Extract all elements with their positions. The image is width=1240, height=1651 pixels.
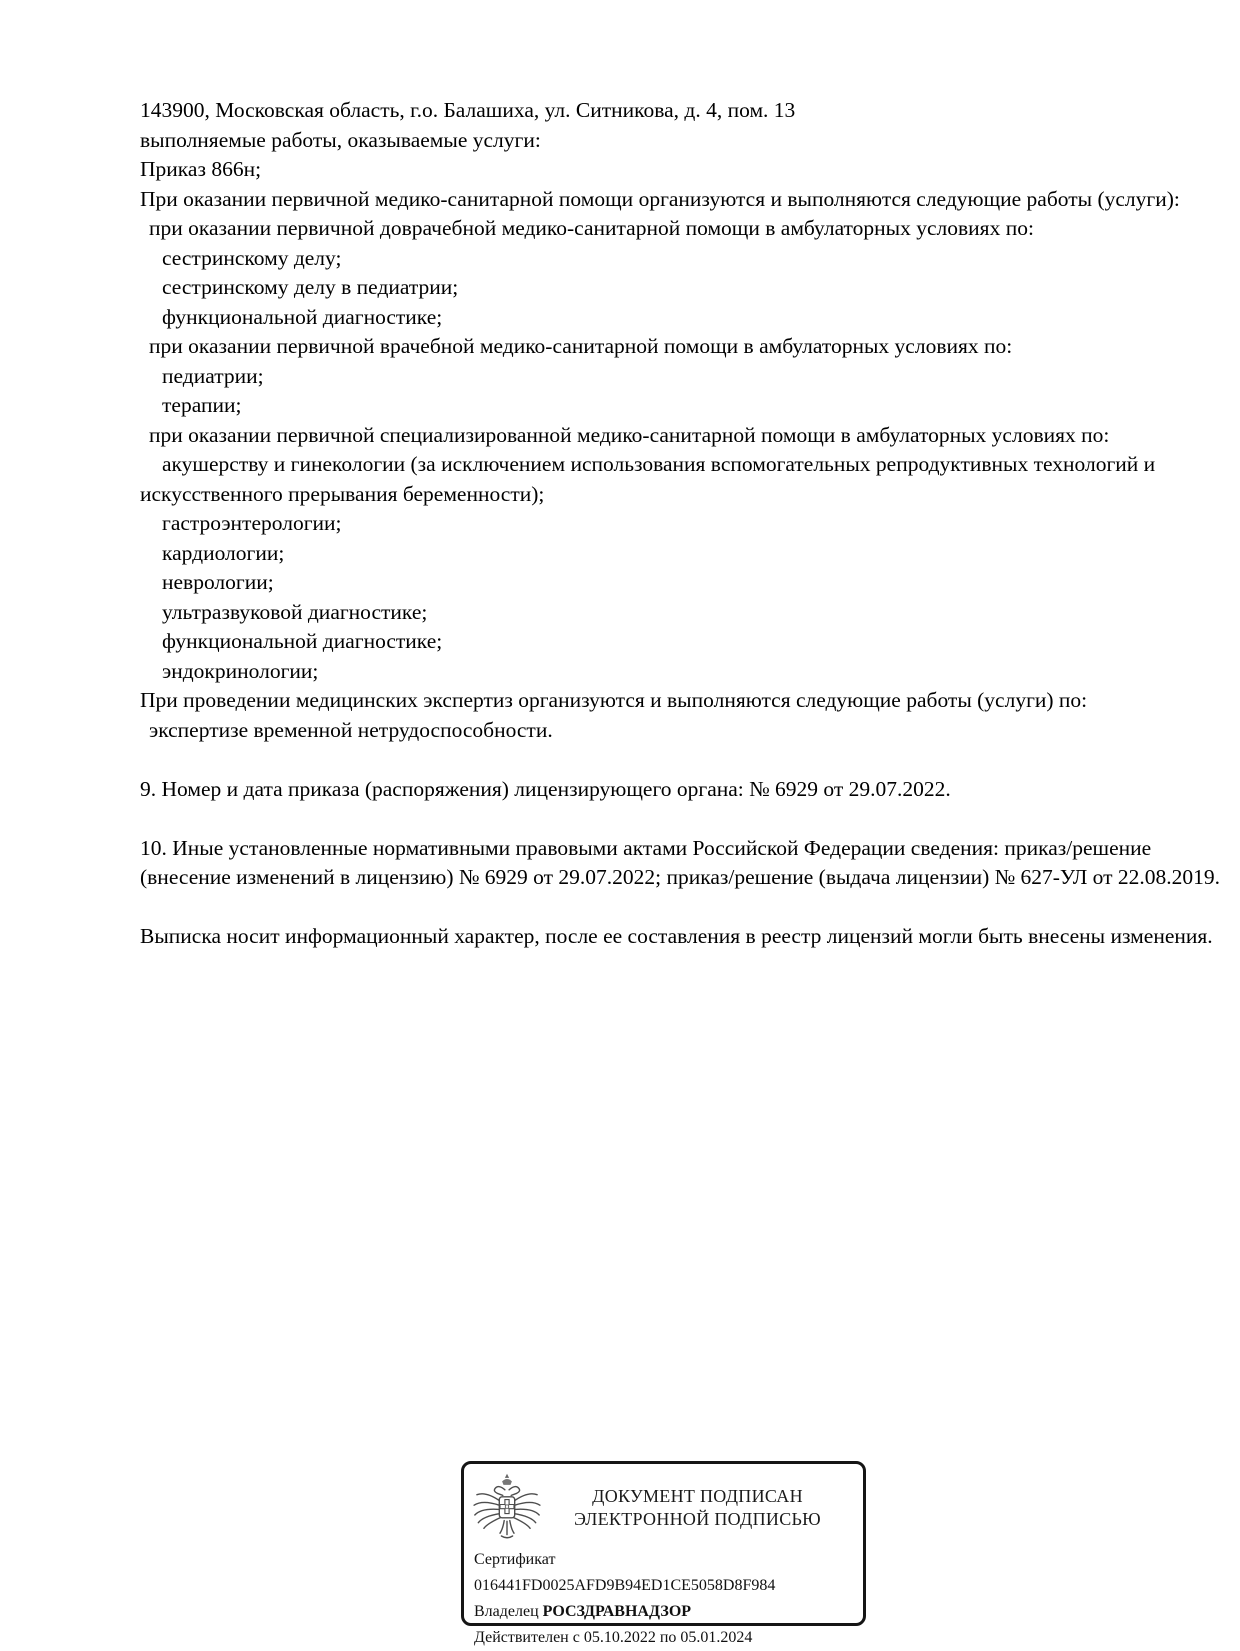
stamp-title-line1: ДОКУМЕНТ ПОДПИСАН: [592, 1486, 803, 1506]
paragraph: неврологии;: [162, 570, 274, 594]
owner-line: [474, 1599, 853, 1625]
paragraph: Приказ 866н;: [140, 157, 262, 181]
paragraph: при оказании первичной врачебной медико-санитарной помощи в амбулаторных условиях по:: [149, 334, 1013, 358]
owner-label: Владелец: [474, 1603, 539, 1620]
paragraph: ультразвуковой диагностике;: [162, 599, 428, 624]
paragraph: сестринскому делу;: [162, 245, 342, 270]
paragraph: При оказании первичной медико-санитарной помощи организуются и выполняются следующие работы (услуги):: [140, 186, 1180, 211]
paragraph: при оказании первичной специализированной медико-санитарной помощи в амбулаторных условиях по:: [149, 422, 1110, 447]
paragraph: терапии;: [162, 393, 242, 417]
paragraph: акушерству и гинекологии (за исключением использования вспомогательных репродуктивных технологий и искусственного прерывания беременности);: [140, 452, 1156, 506]
paragraph: 10. Иные установленные нормативными правовыми актами Российской Федерации сведения: приказ/решение (внесение изменений в лицензию) № 6929 от 29.07.2022; приказ/решение (выдача лицензии) № 627-УЛ от 22.08.2019.: [140, 835, 1221, 889]
owner-value: РОСЗДРАВНАДЗОР: [542, 1603, 692, 1620]
paragraph: эндокринологии;: [162, 658, 319, 683]
certificate-label: Сертификат: [474, 1551, 556, 1568]
paragraph: кардиологии;: [162, 540, 285, 565]
stamp-title-line2: ЭЛЕКТРОННОЙ ПОДПИСЬЮ: [574, 1509, 821, 1529]
stamp-header: [472, 1471, 853, 1545]
paragraph: гастроэнтерологии;: [162, 511, 342, 535]
stamp-title: [542, 1485, 853, 1531]
paragraph: При проведении медицинских экспертиз организуются и выполняются следующие работы (услуги) по:: [140, 688, 1088, 712]
paragraph: 143900, Московская область, г.о. Балашиха, ул. Ситникова, д. 4, пом. 13: [140, 98, 796, 122]
paragraph: при оказании первичной доврачебной медико-санитарной помощи в амбулаторных условиях по:: [149, 216, 1034, 240]
paragraph: педиатрии;: [162, 363, 264, 388]
signature-stamp: [461, 1461, 866, 1646]
paragraph: выполняемые работы, оказываемые услуги:: [140, 127, 541, 152]
paragraph: экспертизе временной нетрудоспособности.: [149, 717, 553, 742]
roszdravnadzor-eagle-icon: [472, 1471, 542, 1545]
certificate-value: 016441FD0025AFD9B94ED1CE5058D8F984: [474, 1577, 776, 1594]
paragraph: Выписка носит информационный характер, после ее составления в реестр лицензий могли быть внесены изменения.: [140, 924, 1213, 948]
stamp-details: [472, 1547, 853, 1651]
document-body: [140, 96, 1230, 952]
paragraph: сестринскому делу в педиатрии;: [162, 275, 459, 299]
paragraph: 9. Номер и дата приказа (распоряжения) лицензирующего органа: № 6929 от 29.07.2022.: [140, 776, 951, 801]
paragraph: функциональной диагностике;: [162, 629, 443, 653]
certificate-line: [474, 1547, 853, 1599]
paragraph: функциональной диагностике;: [162, 304, 443, 329]
validity-line: Действителен с 05.10.2022 по 05.01.2024: [474, 1629, 753, 1646]
